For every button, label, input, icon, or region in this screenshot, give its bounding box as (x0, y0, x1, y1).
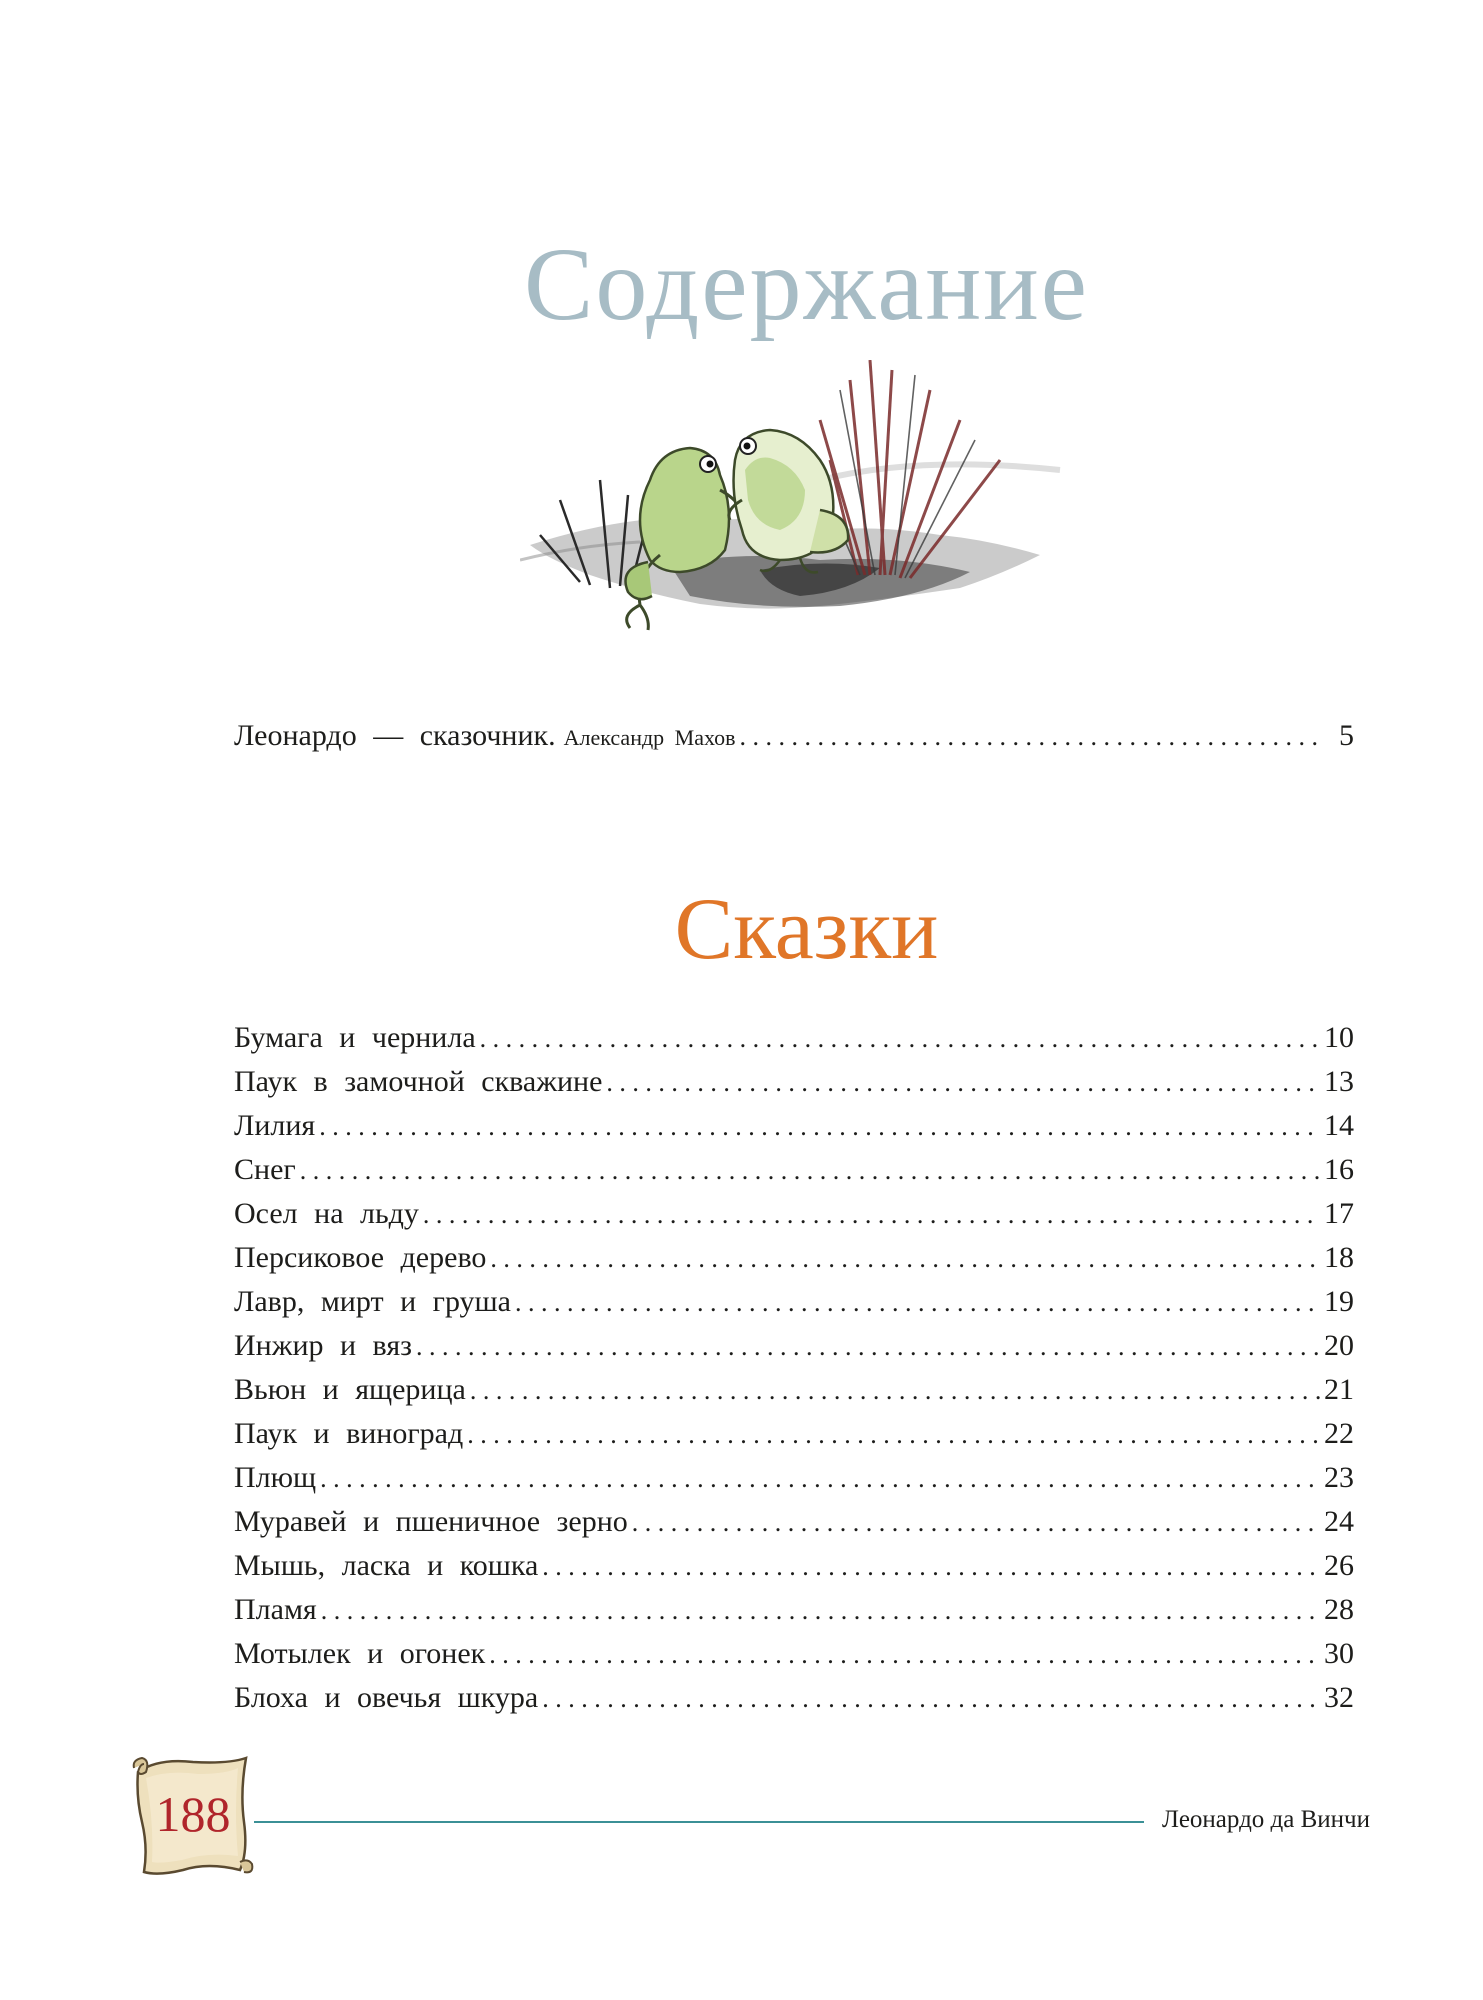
toc-entry-label: Плющ (234, 1461, 317, 1494)
dot-leader (632, 1501, 1320, 1545)
toc-entry-label: Персиковое дерево (234, 1241, 487, 1274)
section-title: Сказки (674, 881, 939, 978)
dot-leader (416, 1325, 1320, 1369)
toc-entry-page: 16 (1324, 1153, 1354, 1186)
toc-entry[interactable] (234, 1192, 1354, 1236)
toc-entry[interactable] (234, 1060, 1354, 1104)
toc-entry-label: Лавр, мирт и груша (234, 1285, 511, 1318)
toc-entry[interactable] (234, 1324, 1354, 1368)
toc-entry-page: 13 (1324, 1065, 1354, 1098)
dot-leader (489, 1633, 1320, 1677)
toc-entry-label: Осел на льду (234, 1197, 419, 1230)
toc-entry[interactable] (234, 1236, 1354, 1280)
dot-leader (319, 1105, 1320, 1149)
toc-entry[interactable] (234, 1676, 1354, 1720)
toc-entry-page: 20 (1324, 1329, 1354, 1362)
toc-entry-label: Блоха и овечья шкура (234, 1681, 539, 1714)
toc-entry-page: 24 (1324, 1505, 1354, 1538)
toc-entry-label: Муравей и пшеничное зерно (234, 1505, 628, 1538)
toc-entry-page: 28 (1324, 1593, 1354, 1626)
footer-book-author: Леонардо да Винчи (1162, 1806, 1370, 1833)
toc-entry[interactable] (234, 1368, 1354, 1412)
dot-leader (542, 1677, 1320, 1721)
intro-entry-author: Александр Махов (563, 725, 736, 750)
page-number: 188 (155, 1786, 231, 1842)
toc-entry[interactable] (234, 1016, 1354, 1060)
toc-entry[interactable] (234, 1544, 1354, 1588)
toc-entry-label: Вьюн и ящерица (234, 1373, 466, 1406)
toc-entry[interactable] (234, 1148, 1354, 1192)
toc-entry-label: Паук и виноград (234, 1417, 464, 1450)
toc-entry-label: Снег (234, 1153, 296, 1186)
toc-entry-page: 26 (1324, 1549, 1354, 1582)
toc-entry[interactable] (234, 1412, 1354, 1456)
toc-entry-label: Лилия (234, 1109, 316, 1142)
toc-entry-page: 23 (1324, 1461, 1354, 1494)
toc-entry[interactable] (234, 1632, 1354, 1676)
dot-leader (740, 715, 1324, 759)
toc-entry[interactable] (234, 1500, 1354, 1544)
dot-leader (470, 1369, 1320, 1413)
intro-entry[interactable] (234, 714, 1354, 758)
footer-divider (254, 1821, 1144, 1823)
dot-leader (480, 1017, 1320, 1061)
toc-entry-page: 30 (1324, 1637, 1354, 1670)
dot-leader (515, 1281, 1320, 1325)
frogs-illustration (520, 360, 1090, 650)
dot-leader (542, 1545, 1320, 1589)
dot-leader (606, 1061, 1320, 1105)
toc-entry[interactable] (234, 1456, 1354, 1500)
toc-entry-page: 19 (1324, 1285, 1354, 1318)
toc-entry[interactable] (234, 1280, 1354, 1324)
toc-entry-page: 14 (1324, 1109, 1354, 1142)
dot-leader (320, 1457, 1320, 1501)
toc-entry-page: 17 (1324, 1197, 1354, 1230)
toc-entry-label: Паук в замочной скважине (234, 1065, 603, 1098)
dot-leader (423, 1193, 1320, 1237)
intro-entry-page: 5 (1339, 719, 1354, 752)
toc-entry[interactable] (234, 1104, 1354, 1148)
toc-entry-label: Мышь, ласка и кошка (234, 1549, 539, 1582)
toc-entry-page: 10 (1324, 1021, 1354, 1054)
dot-leader (321, 1589, 1320, 1633)
toc-entry-label: Бумага и чернила (234, 1021, 476, 1054)
toc-entry-page: 21 (1324, 1373, 1354, 1406)
dot-leader (490, 1237, 1320, 1281)
toc-entry-label: Пламя (234, 1593, 317, 1626)
toc-entry-page: 22 (1324, 1417, 1354, 1450)
toc-entry-label: Мотылек и огонек (234, 1637, 486, 1670)
toc-entry-page: 18 (1324, 1241, 1354, 1274)
page-title: Содержание (524, 227, 1089, 342)
dot-leader (300, 1149, 1320, 1193)
toc-entry-label: Инжир и вяз (234, 1329, 412, 1362)
dot-leader (467, 1413, 1320, 1457)
toc-entry-page: 32 (1324, 1681, 1354, 1714)
intro-entry-label: Леонардо — сказочник. (234, 719, 556, 752)
toc-entry[interactable] (234, 1588, 1354, 1632)
